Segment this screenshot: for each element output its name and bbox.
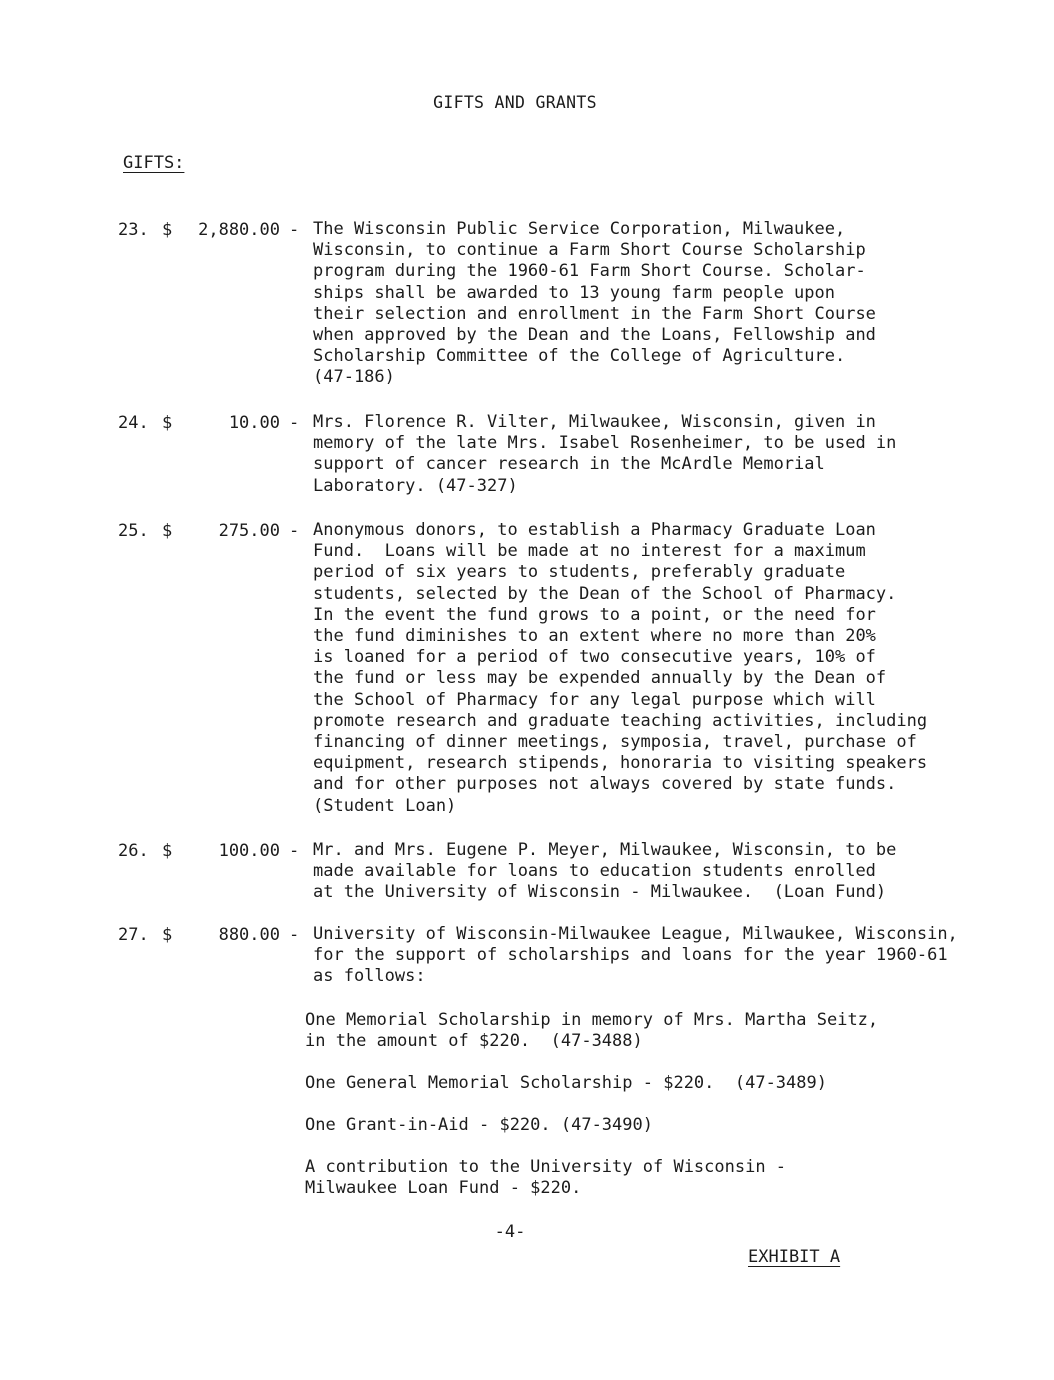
description-line: Laboratory. (47-327) [313,475,518,496]
entry-number: 27. [118,925,149,945]
description-line: ships shall be awarded to 13 young farm people upon [313,282,835,303]
entry-amount: 275.00 [218,521,280,541]
entry-amount: 10.00 [228,413,280,433]
description-line: the School of Pharmacy for any legal purpose which will [313,689,876,710]
description-line: the fund diminishes to an extent where no more than 20% [313,626,876,647]
sub-item-loan-fund-contribution [305,1157,1005,1199]
page-title: GIFTS AND GRANTS [433,93,597,112]
entry-dash: - [289,521,300,541]
sub-item-line: One Grant-in-Aid - $220. (47-3490) [305,1115,653,1135]
description-line: period of six years to students, preferably graduate [313,562,846,583]
entry-description [313,219,993,389]
description-line: Fund. Loans will be made at no interest for a maximum [313,541,866,562]
description-line: as follows: [313,966,426,987]
description-line: at the University of Wisconsin - Milwaukee. (Loan Fund) [313,882,887,903]
dollar-sign: $ [162,521,173,541]
entry-number: 26. [118,841,149,861]
entry-dash: - [289,841,300,861]
description-line: The Wisconsin Public Service Corporation, Milwaukee, [313,219,846,239]
description-line: financing of dinner meetings, symposia, travel, purchase of [313,732,917,753]
sub-item-memorial-scholarship [305,1010,1005,1052]
description-line: program during the 1960-61 Farm Short Course. Scholar- [313,261,866,282]
description-line: is loaned for a period of two consecutive years, 10% of [313,647,876,668]
entry-number: 24. [118,413,149,433]
description-line: promote research and graduate teaching activities, including [313,710,928,731]
description-line: memory of the late Mrs. Isabel Rosenheimer, to be used in [313,433,897,454]
entry-description [313,412,993,497]
entry-description [313,520,993,817]
sub-item-line: One General Memorial Scholarship - $220. (47-3489) [305,1073,827,1093]
sub-item-grant-in-aid [305,1115,1005,1136]
entry-amount: 2,880.00 [198,220,280,240]
description-line: support of cancer research in the McArdle Memorial [313,454,825,475]
sub-item-line: A contribution to the University of Wisconsin - [305,1157,787,1177]
description-line: (47-186) [313,367,395,388]
dollar-sign: $ [162,841,173,861]
description-line: their selection and enrollment in the Farm Short Course [313,303,876,324]
entry-dash: - [289,925,300,945]
section-heading-gifts: GIFTS: [123,153,185,173]
sub-item-general-memorial-scholarship [305,1073,1005,1094]
entry-number: 23. [118,220,149,240]
dollar-sign: $ [162,220,173,240]
entry-dash: - [289,220,300,240]
description-line: made available for loans to education students enrolled [313,861,876,882]
dollar-sign: $ [162,413,173,433]
description-line: Wisconsin, to continue a Farm Short Course Scholarship [313,240,866,261]
description-line: the fund or less may be expended annually by the Dean of [313,668,887,689]
description-line: students, selected by the Dean of the School of Pharmacy. [313,583,897,604]
description-line: Anonymous donors, to establish a Pharmacy Graduate Loan [313,520,876,540]
entry-amount: 880.00 [218,925,280,945]
description-line: Mr. and Mrs. Eugene P. Meyer, Milwaukee, Wisconsin, to be [313,840,897,860]
entry-description [313,840,993,904]
description-line: Scholarship Committee of the College of Agriculture. [313,346,846,367]
exhibit-label: EXHIBIT A [748,1247,841,1267]
description-line: equipment, research stipends, honoraria to visiting speakers [313,753,928,774]
sub-item-line: One Memorial Scholarship in memory of Mrs. Martha Seitz, [305,1010,879,1030]
entry-dash: - [289,413,300,433]
description-line: for the support of scholarships and loans for the year 1960-61 [313,945,948,966]
description-line: In the event the fund grows to a point, or the need for [313,604,876,625]
description-line: when approved by the Dean and the Loans, Fellowship and [313,325,876,346]
entry-number: 25. [118,521,149,541]
sub-item-line: in the amount of $220. (47-3488) [305,1031,643,1051]
description-line: Mrs. Florence R. Vilter, Milwaukee, Wisconsin, given in [313,412,876,432]
entry-amount: 100.00 [218,841,280,861]
page-number: -4- [494,1222,526,1242]
entry-description [313,924,993,988]
dollar-sign: $ [162,925,173,945]
description-line: University of Wisconsin-Milwaukee League, Milwaukee, Wisconsin, [313,924,958,944]
description-line: (Student Loan) [313,795,457,816]
sub-item-line: Milwaukee Loan Fund - $220. [305,1178,582,1198]
description-line: and for other purposes not always covered by state funds. [313,774,897,795]
